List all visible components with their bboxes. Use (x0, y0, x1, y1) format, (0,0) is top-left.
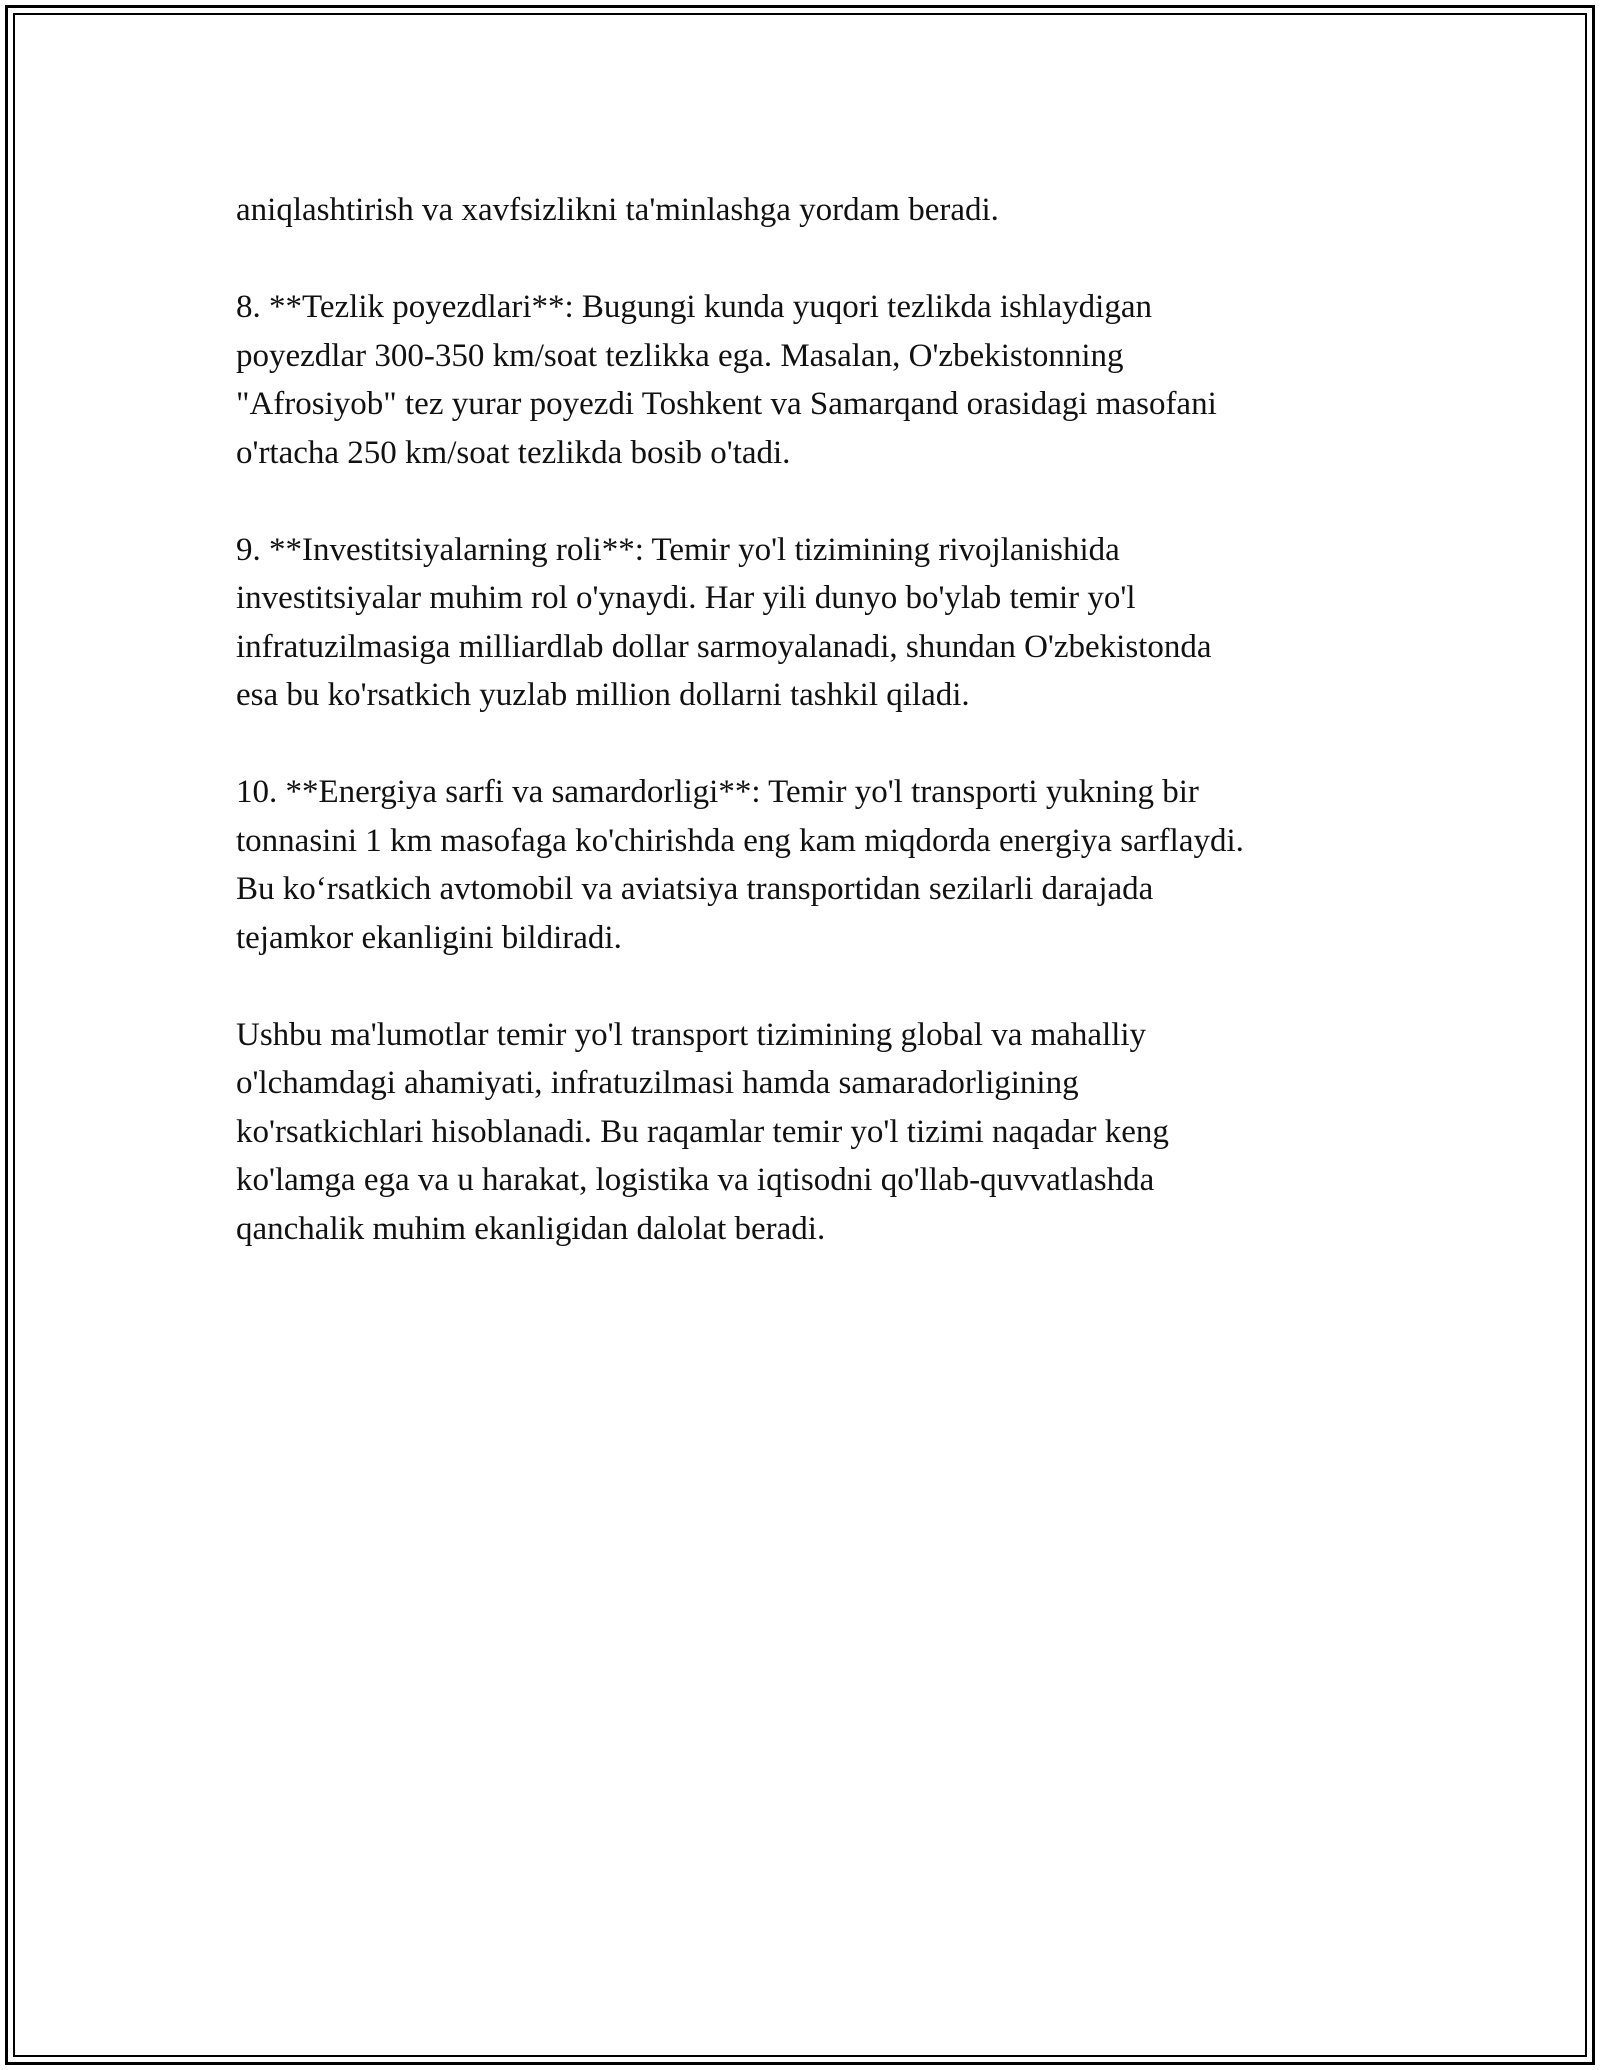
document-body (236, 186, 1406, 1302)
paragraph-continuation: aniqlashtirish va xavfsizlikni ta'minlashga yordam beradi. (236, 192, 999, 228)
paragraph-item-9: 9. **Investitsiyalarning roli**: Temir yo'l tizimining rivojlanishida investitsiyalar muhim rol o'ynaydi. Har yili dunyo bo'ylab temir yo'l infratuzilmasiga milliardlab dollar sarmoyalanadi, shundan O'zbekistonda esa bu ko'rsatkich yuzlab million dollarni tashkil qiladi. (236, 531, 1212, 713)
paragraph-item-10: 10. **Energiya sarfi va samardorligi**: Temir yo'l transporti yukning bir tonnasini 1 km masofaga ko'chirishda eng kam miqdorda energiya sarflaydi. Bu ko‘rsatkich avtomobil va aviatsiya transportidan sezilarli darajada tejamkor ekanligini bildiradi. (236, 774, 1244, 956)
paragraph-conclusion: Ushbu ma'lumotlar temir yo'l transport tizimining global va mahalliy o'lchamdagi ahamiyati, infratuzilmasi hamda samaradorligining ko'rsatkichlari hisoblanadi. Bu raqamlar temir yo'l tizimi naqadar keng ko'lamga ega va u harakat, logistika va iqtisodni qo'llab-quvvatlashda qanchalik muhim ekanligidan dalolat beradi. (236, 1016, 1169, 1247)
paragraph-item-8: 8. **Tezlik poyezdlari**: Bugungi kunda yuqori tezlikda ishlaydigan poyezdlar 300-350 km/soat tezlikka ega. Masalan, O'zbekistonning "Afrosiyob" tez yurar poyezdi Toshkent va Samarqand orasidagi masofani o'rtacha 250 km/soat tezlikda bosib o'tadi. (236, 289, 1217, 471)
